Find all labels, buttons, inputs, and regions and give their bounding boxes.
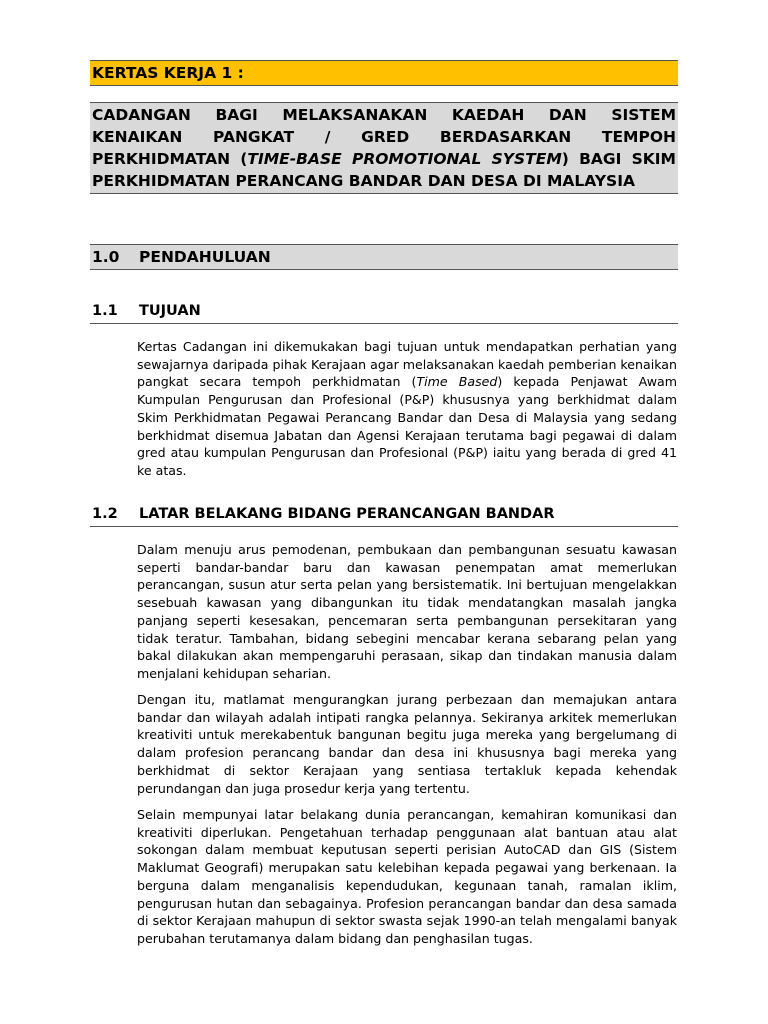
title-line-4: PERKHIDMATAN PERANCANG BANDAR DAN DESA DI MALAYSIA bbox=[92, 172, 635, 190]
title-line-3-end: ) BAGI SKIM bbox=[561, 150, 676, 168]
subsection-title: TUJUAN bbox=[139, 303, 201, 319]
section-title: PENDAHULUAN bbox=[139, 248, 271, 266]
subsection-title: LATAR BELAKANG BIDANG PERANCANGAN BANDAR bbox=[139, 506, 555, 522]
subsection-heading-latar-belakang bbox=[90, 505, 678, 527]
section-heading-pendahuluan bbox=[90, 244, 678, 270]
subsection-number: 1.2 bbox=[92, 506, 118, 522]
title-line-1: CADANGAN BAGI MELAKSANAKAN KAEDAH DAN SISTEM bbox=[92, 106, 676, 124]
paragraph-latar-belakang-2: Dengan itu, matlamat mengurangkan jurang perbezaan dan memajukan antara bandar dan wilayah adalah intipati rangka pelannya. Sekiranya arkitek memerlukan kreativiti untuk merekabentuk bangunan begitu juga mereka yang bergelumang di dalam profesion perancang bandar dan desa ini khususnya bagi mereka yang berkhidmat di sektor Kerajaan yang sentiasa tertakluk kepada kehendak perundangan dan juga prosedur kerja yang tertentu. bbox=[137, 692, 677, 796]
kertas-kerja-label: KERTAS KERJA 1 : bbox=[90, 60, 678, 86]
title-line-3 bbox=[92, 148, 676, 170]
paragraph-tujuan bbox=[137, 338, 677, 480]
title-line-2: KENAIKAN PANGKAT / GRED BERDASARKAN TEMPOH bbox=[92, 128, 676, 146]
paragraph-latar-belakang-3: Selain mempunyai latar belakang dunia perancangan, kemahiran komunikasi dan kreativiti diperlukan. Pengetahuan terhadap penggunaan alat bantuan atau alat sokongan dalam membuat keputusan seperti perisian AutoCAD dan GIS (Sistem Maklumat Geografi) merupakan satu kelebihan kepada pegawai yang berkenaan. Ia berguna dalam menganalisis kependudukan, kegunaan tanah, ramalan iklim, pengurusan hutan dan sebagainya. Profesion perancangan bandar dan desa samada di sektor Kerajaan mahupun di sektor swasta sejak 1990-an telah mengalami banyak perubahan terutamanya dalam bidang dan penghasilan tugas. bbox=[137, 807, 677, 946]
subsection-number: 1.1 bbox=[92, 303, 118, 319]
paragraph-tujuan-start: Kertas Cadangan ini dikemukakan bagi tujuan untuk mendapatkan perhatian yang sewajarnya daripada pihak Kerajaan agar melaksanakan kaedah pemberian kenaikan pangkat secara tempoh perkhidmatan ( bbox=[137, 339, 677, 390]
time-based-term: Time Based bbox=[416, 374, 498, 390]
paragraph-latar-belakang-1: Dalam menuju arus pemodenan, pembukaan dan pembangunan sesuatu kawasan seperti bandar-bandar baru dan kawasan penempatan amat memerlukan perancangan, susun atur serta pelan yang bersistematik. Ini bertujuan mengelakkan sesebuah kawasan yang dibangunkan itu tidak mendatangkan masalah jangka panjang seperti kesesakan, pencemaran serta pembangunan persekitaran yang tidak teratur. Tambahan, bidang sebegini mencabar kerana sebarang pelan yang bakal dilakukan akan mempengaruhi perasaan, sikap dan tindakan manusia dalam menjalani kehidupan seharian. bbox=[137, 542, 677, 681]
section-number: 1.0 bbox=[92, 248, 120, 266]
paragraph-tujuan-end: ) kepada Penjawat Awam Kumpulan Pengurusan dan Profesional (P&P) khususnya yang berkhidmat dalam Skim Perkhidmatan Pegawai Perancang Bandar dan Desa di Malaysia yang sedang berkhidmat disemua Jabatan dan Agensi Kerajaan terutama bagi pegawai di dalam gred atau kumpulan Pengurusan dan Profesional (P&P) iaitu yang berada di gred 41 ke atas. bbox=[137, 374, 677, 478]
subsection-heading-tujuan bbox=[90, 302, 678, 324]
title-english-term: TIME-BASE PROMOTIONAL SYSTEM bbox=[247, 150, 562, 168]
document-title bbox=[90, 102, 678, 194]
title-line-3-start: PERKHIDMATAN ( bbox=[92, 150, 248, 168]
